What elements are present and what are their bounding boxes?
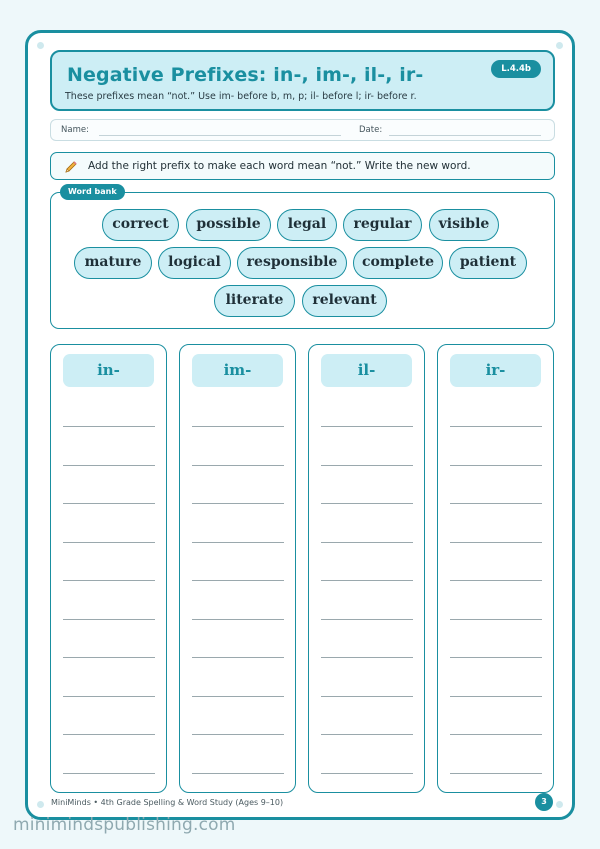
answer-line[interactable] (63, 465, 155, 466)
answer-line[interactable] (321, 696, 413, 697)
answer-line[interactable] (321, 734, 413, 735)
column-heading-in: in- (63, 354, 154, 387)
instructions-box (50, 152, 555, 180)
answer-line[interactable] (321, 619, 413, 620)
word-chip: mature (74, 247, 152, 279)
corner-dot (37, 801, 44, 808)
page-subtitle: These prefixes mean “not.” Use im- before b, m, p; il- before l; ir- before r. (65, 91, 417, 102)
word-chip: literate (214, 285, 295, 317)
word-chip: responsible (237, 247, 347, 279)
student-info-bar (50, 119, 555, 141)
answer-line[interactable] (192, 619, 284, 620)
column-heading-ir: ir- (450, 354, 541, 387)
word-chip: legal (277, 209, 337, 241)
name-label: Name: (61, 125, 89, 135)
word-chip: patient (449, 247, 527, 279)
answer-line[interactable] (450, 696, 542, 697)
answer-line[interactable] (450, 580, 542, 581)
answer-line[interactable] (321, 657, 413, 658)
answer-line[interactable] (450, 619, 542, 620)
answer-line[interactable] (450, 773, 542, 774)
word-chip: possible (186, 209, 271, 241)
column-im (179, 344, 296, 793)
word-chip: relevant (302, 285, 387, 317)
column-il (308, 344, 425, 793)
answer-line[interactable] (63, 773, 155, 774)
title-banner (50, 50, 555, 111)
word-chip: complete (353, 247, 443, 279)
column-ir (437, 344, 554, 793)
answer-line[interactable] (192, 773, 284, 774)
answer-line[interactable] (192, 503, 284, 504)
answer-line[interactable] (450, 465, 542, 466)
answer-line[interactable] (63, 734, 155, 735)
answer-line[interactable] (321, 503, 413, 504)
answer-line[interactable] (321, 580, 413, 581)
answer-line[interactable] (450, 734, 542, 735)
answer-line[interactable] (63, 503, 155, 504)
page-title: Negative Prefixes: in-, im-, il-, ir- (67, 64, 424, 86)
answer-line[interactable] (192, 580, 284, 581)
worksheet-page (25, 30, 575, 820)
page-number: 3 (535, 793, 553, 811)
column-heading-il: il- (321, 354, 412, 387)
corner-dot (556, 801, 563, 808)
answer-line[interactable] (450, 657, 542, 658)
date-label: Date: (359, 125, 383, 135)
answer-line[interactable] (192, 734, 284, 735)
word-bank-label: Word bank (60, 184, 125, 200)
instructions-text: Add the right prefix to make each word mean “not.” Write the new word. (88, 160, 471, 172)
pencil-icon (64, 159, 78, 178)
word-chip: correct (102, 209, 179, 241)
answer-line[interactable] (450, 542, 542, 543)
answer-line[interactable] (63, 426, 155, 427)
answer-line[interactable] (63, 619, 155, 620)
name-field[interactable] (99, 135, 341, 136)
answer-line[interactable] (450, 426, 542, 427)
answer-line[interactable] (63, 696, 155, 697)
answer-line[interactable] (192, 465, 284, 466)
word-chip: logical (158, 247, 231, 279)
answer-line[interactable] (192, 657, 284, 658)
word-chip: regular (343, 209, 422, 241)
column-heading-im: im- (192, 354, 283, 387)
answer-line[interactable] (63, 542, 155, 543)
answer-line[interactable] (321, 465, 413, 466)
answer-line[interactable] (192, 542, 284, 543)
answer-line[interactable] (63, 580, 155, 581)
answer-line[interactable] (450, 503, 542, 504)
corner-dot (556, 42, 563, 49)
answer-line[interactable] (63, 657, 155, 658)
answer-line[interactable] (321, 773, 413, 774)
answer-line[interactable] (192, 696, 284, 697)
answer-line[interactable] (321, 542, 413, 543)
watermark: minimindspublishing.com (13, 815, 236, 835)
footer-text: MiniMinds • 4th Grade Spelling & Word Study (Ages 9–10) (51, 798, 284, 807)
standard-badge: L.4.4b (491, 60, 541, 78)
word-bank (50, 187, 555, 329)
answer-line[interactable] (192, 426, 284, 427)
column-in (50, 344, 167, 793)
word-chip: visible (429, 209, 499, 241)
corner-dot (37, 42, 44, 49)
answer-line[interactable] (321, 426, 413, 427)
date-field[interactable] (389, 135, 541, 136)
